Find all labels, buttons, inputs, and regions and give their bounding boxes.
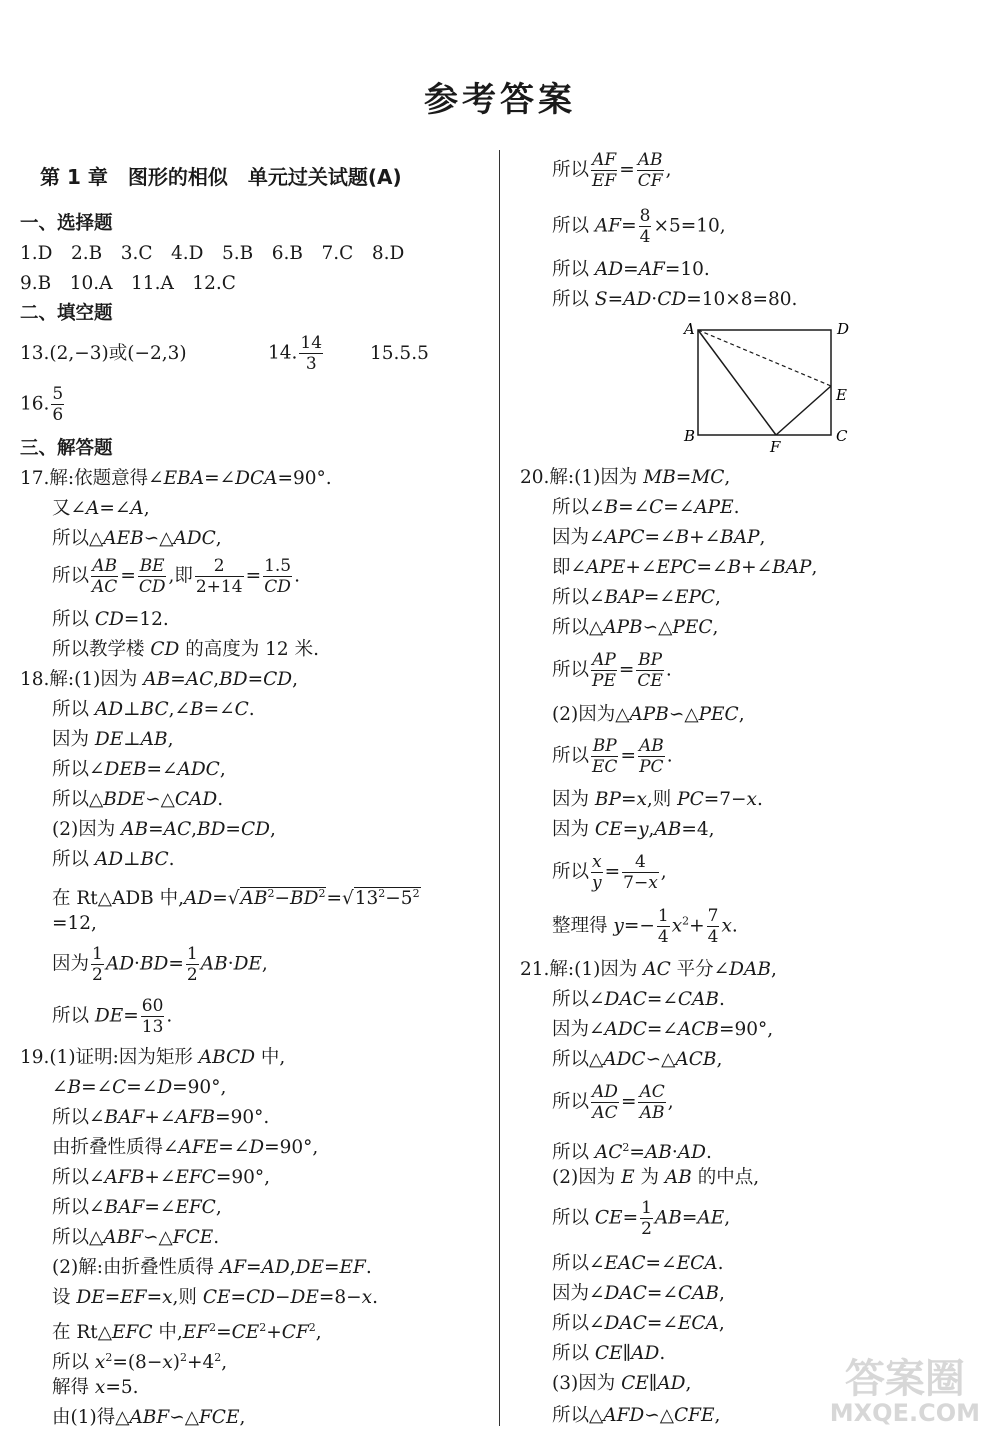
q17-line5: 所以 CD=12. [52, 609, 169, 630]
q19-cont-line1: 所以 $\frac{AF}{EF}$ = $\frac{AB}{CF}$ , [552, 150, 672, 191]
q19-cont-line4: 所以 S=AD·CD=10×8=80. [552, 289, 798, 310]
q18-line9: =12, [52, 913, 97, 934]
q20-line9: 所以 $\frac{BP}{EC}$ = $\frac{AB}{PC}$ . [552, 736, 673, 777]
q20-line13: 整理得 y=− $\frac{1}{4}$ $x^2+$ $\frac{7}{4}$ x. [552, 906, 738, 947]
q17-line3: 所以△AEB∽△ADC, [52, 528, 222, 549]
q21-line3: 因为∠ADC=∠ACB=90°, [552, 1019, 774, 1040]
fill-answer-14-denominator: 3 [305, 354, 317, 374]
fill-answer-16-denominator: 6 [52, 405, 64, 425]
q20-line8: (2)因为△APB∽△PEC, [552, 704, 745, 725]
q20-line6: 所以△APB∽△PEC, [552, 617, 719, 638]
q18-line7: 所以 AD⊥BC. [52, 849, 175, 870]
q21-line9: 所以∠EAC=∠ECA. [552, 1253, 724, 1274]
fill-answer-16 [20, 384, 66, 425]
q20-line4: 即∠APE+∠EPC=∠B+∠BAP, [552, 557, 818, 578]
label-c: C [836, 427, 848, 445]
watermark-url: MXQE.COM [829, 1399, 980, 1427]
q21-line11: 所以∠DAC=∠ECA, [552, 1313, 725, 1334]
q20-line10: 因为 BP=x,则 PC=7−x. [552, 789, 763, 810]
q21-line7: (2)因为 E 为 AB 的中点, [552, 1167, 760, 1188]
q17-line1: 17.解:依题意得∠EBA=∠DCA=90°. [20, 468, 332, 489]
q19-line3: 所以∠BAF+∠AFB=90°. [52, 1107, 270, 1128]
q18-line2: 所以 AD⊥BC,∠B=∠C. [52, 699, 255, 720]
q17-line4: 所以 $\frac{AB}{AC}$ = $\frac{BE}{CD}$ ,即 $\frac{2}{2+14}$ = $\frac{1.5}{CD}$ . [52, 556, 301, 597]
watermark [830, 1358, 980, 1426]
q21-line12: 所以 CE∥AD. [552, 1343, 666, 1364]
column-divider [499, 150, 500, 1426]
q20-line7: 所以 $\frac{AP}{PE}$ = $\frac{BP}{CE}$ . [552, 650, 672, 691]
chapter-title: 第 1 章 图形的相似 单元过关试题(A) [40, 165, 402, 189]
q19-line2: ∠B=∠C=∠D=90°, [52, 1077, 227, 1098]
label-d: D [837, 320, 850, 338]
fill-answer-16-numerator: 5 [52, 384, 64, 404]
q17-line2: 又∠A=∠A, [52, 498, 150, 519]
q19-line7: 所以△ABF∽△FCE. [52, 1227, 220, 1248]
q19-line11: 所以 $x^2=(8-x)^2+4^2$, [52, 1351, 228, 1374]
q20-line5: 所以∠BAP=∠EPC, [552, 587, 721, 608]
fill-answer-13: 13.(2,−3)或(−2,3) [20, 343, 187, 364]
q18-line4: 所以∠DEB=∠ADC, [52, 759, 226, 780]
q18-line5: 所以△BDE∽△CAD. [52, 789, 224, 810]
q21-line1: 21.解:(1)因为 AC 平分∠DAB, [520, 959, 777, 980]
q19-line10: 在 Rt△EFC 中$,EF^2=CE^2+CF^2$, [52, 1321, 322, 1344]
choice-answers-row2: 9.B 10.A 11.A 12.C [20, 273, 236, 294]
q19-line13: 由(1)得△ABF∽△FCE, [52, 1407, 246, 1428]
section-fill: 二、填空题 [20, 303, 113, 324]
q18-line10: 因为 $\frac{1}{2}$ AD·BD= $\frac{1}{2}$ AB·DE, [52, 944, 268, 985]
watermark-logo: 答案圈 [844, 1356, 965, 1402]
q20-line2: 所以∠B=∠C=∠APE. [552, 497, 740, 518]
q21-line5: 所以 $\frac{AD}{AC}$ = $\frac{AC}{AB}$ , [552, 1082, 674, 1123]
segment-af [698, 330, 776, 435]
fill-answer-16-label: 16. [20, 393, 50, 415]
q19-line9: 设 DE=EF=x,则 CE=CD−DE=8−x. [52, 1287, 378, 1308]
fill-answer-14-label: 14. [268, 342, 298, 364]
section-choice: 一、选择题 [20, 213, 113, 234]
q18-line11: 所以 DE= $\frac{60}{13}$ . [52, 996, 173, 1037]
q19-line8: (2)解:由折叠性质得 AF=AD,DE=EF. [52, 1257, 372, 1278]
q20-line3: 因为∠APC=∠B+∠BAP, [552, 527, 766, 548]
fill-answer-14-numerator: 14 [300, 333, 323, 353]
q18-line6: (2)因为 AB=AC,BD=CD, [52, 819, 276, 840]
q19-line12: 解得 x=5. [52, 1377, 139, 1398]
q21-line2: 所以∠DAC=∠CAB. [552, 989, 725, 1010]
q21-line4: 所以△ADC∽△ACB, [552, 1049, 723, 1070]
q19-cont-line2: 所以 AF= $\frac{8}{4}$ ×5=10, [552, 206, 726, 247]
q21-line8: 所以 CE= $\frac{1}{2}$ AB=AE, [552, 1198, 731, 1239]
label-a: A [684, 320, 695, 338]
section-solve: 三、解答题 [20, 438, 113, 459]
fill-answer-15: 15.5.5 [370, 343, 429, 364]
q21-line13: (3)因为 CE∥AD, [552, 1373, 692, 1394]
q19-line4: 由折叠性质得∠AFE=∠D=90°, [52, 1137, 319, 1158]
q18-line3: 因为 DE⊥AB, [52, 729, 174, 750]
q19-line5: 所以∠AFB+∠EFC=90°, [52, 1167, 271, 1188]
q19-line1: 19.(1)证明:因为矩形 ABCD 中, [20, 1047, 286, 1068]
q19-line6: 所以∠BAF=∠EFC, [52, 1197, 222, 1218]
label-e: E [836, 386, 847, 404]
q18-line1: 18.解:(1)因为 AB=AC,BD=CD, [20, 669, 298, 690]
label-b: B [684, 427, 696, 445]
q20-line12: 所以 $\frac{x}{y}$ = $\frac{4}{7-x}$ , [552, 852, 667, 893]
label-f: F [770, 438, 781, 456]
q19-cont-line3: 所以 AD=AF=10. [552, 259, 710, 280]
rectangle-fold-figure [680, 318, 860, 458]
q21-line6: 所以 $AC^2=AB\cdot AD$. [552, 1141, 712, 1164]
q17-line6: 所以教学楼 CD 的高度为 12 米. [52, 639, 319, 660]
q21-line10: 因为∠DAC=∠CAB, [552, 1283, 725, 1304]
q21-line14: 所以△AFD∽△CFE, [552, 1405, 721, 1426]
q20-line1: 20.解:(1)因为 MB=MC, [520, 467, 731, 488]
fill-answer-14 [268, 333, 325, 374]
q20-line11: 因为 CE=y,AB=4, [552, 819, 715, 840]
choice-answers-row1: 1.D 2.B 3.C 4.D 5.B 6.B 7.C 8.D [20, 243, 405, 264]
page-title: 参考答案 [424, 80, 576, 120]
segment-fe [776, 386, 831, 435]
q18-line8: 在 Rt△ADB 中$,AD=√AB^2-BD^2=√13^2-5^2$ [52, 887, 420, 910]
